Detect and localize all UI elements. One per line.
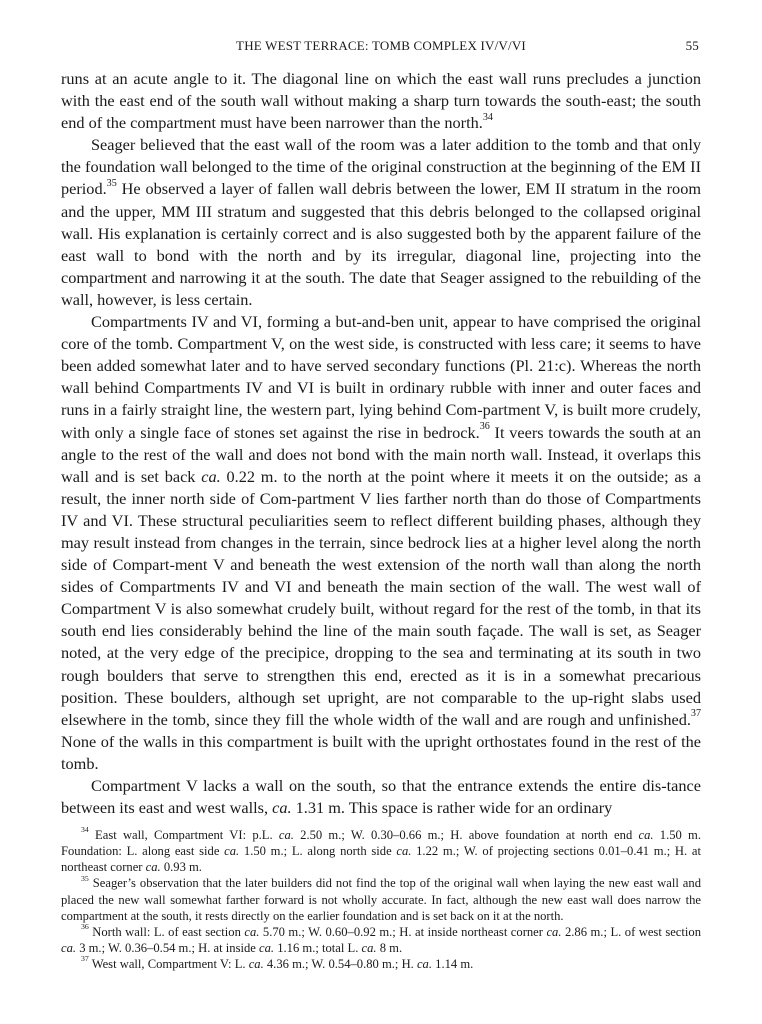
footnote-35: $^{35}$ Seager’s observation that the later builders did not find the top of the original wall when laying the new east wall and placed the new wall somewhat farther forward is not wholly accurate. In fact, although the new east wall does narrow the compartment at the south, it rests directly on the earlier foundation and is set back on it at the north. [61, 873, 701, 923]
running-head [61, 34, 701, 58]
footnote-37: $^{37}$ West wall, Compartment V: L. ca. 4.36 m.; W. 0.54–0.80 m.; H. ca. 1.14 m. [81, 954, 474, 971]
paragraph-compartments-iv-vi: Compartments IV and VI, forming a but-and-ben unit, appear to have comprised the original core of the tomb. Compartment V, on the west side, is constructed with less care; it seems to have been added somewhat later and to have served secondary functions (Pl. 21:c). Whereas the north wall behind Compartments IV and VI is built in ordinary rubble with inner and outer faces and runs in a fairly straight line, the western part, lying behind Com-partment V, is built more crudely, with only a single face of stones set against the rise in bedrock.$^{36}$ It veers towards the south at an angle to the rest of the wall and does not bond with the main north wall. Instead, it overlaps this wall and is set back ca. 0.22 m. to the north at the point where it meets it on the outside; as a result, the inner north side of Com-partment V lies farther north than do those of Compartments IV and VI. These structural peculiarities seem to reflect different building phases, although they may result instead from changes in the terrain, since bedrock lies at a higher level along the north side of Compart-ment V and beneath the west extension of the north wall than along the north sides of Compartments IV and VI and beneath the main section of the wall. The west wall of Compartment V is also somewhat crudely built, without regard for the rest of the tomb, in that its south end lies considerably behind the line of the main south façade. The wall is set, as Seager noted, at the very edge of the precipice, dropping to the sea and terminating at its south in two rough boulders that serve to strengthen this end, erected as it is in a somewhat precarious position. These boulders, although set upright, are not comparable to the up-right slabs used elsewhere in the tomb, since they fill the whole width of the wall and are rough and unfinished.$^{37}$ None of the walls in this compartment is built with the upright orthostates found in the rest of the tomb. [61, 312, 701, 773]
paragraph-compartment-v-entrance: Compartment V lacks a wall on the south, so that the entrance extends the entire dis-tance between its east and west walls, ca. 1.31 m. This space is rather wide for an ordinary [61, 776, 701, 818]
paragraph-continued: runs at an acute angle to it. The diagonal line on which the east wall runs precludes a junction with the east end of the south wall without making a sharp turn towards the south-east; the south end of the compartment must have been narrower than the north.$^{34}$ [61, 69, 701, 133]
page [61, 34, 701, 972]
footnote-34: $^{34}$ East wall, Compartment VI: p.L. ca. 2.50 m.; W. 0.30–0.66 m.; H. above foundation at north end ca. 1.50 m. Foundation: L. along east side ca. 1.50 m.; L. along north side ca. 1.22 m.; W. of projecting sections 0.01–0.41 m.; H. at northeast corner ca. 0.93 m. [61, 825, 701, 875]
footnotes [61, 827, 701, 972]
body-text [61, 68, 701, 819]
page-number: 55 [685, 38, 699, 53]
running-title: THE WEST TERRACE: TOMB COMPLEX IV/V/VI [236, 38, 526, 53]
footnote-36: $^{36}$ North wall: L. of east section ca. 5.70 m.; W. 0.60–0.92 m.; H. at inside northeast corner ca. 2.86 m.; L. of west section ca. 3 m.; W. 0.36–0.54 m.; H. at inside ca. 1.16 m.; total L. ca. 8 m. [61, 922, 701, 955]
paragraph-seager-east-wall: Seager believed that the east wall of the room was a later addition to the tomb and that only the foundation wall belonged to the time of the original construction at the beginning of the EM II period.$^{35}$ He observed a layer of fallen wall debris between the lower, EM II stratum in the room and the upper, MM III stratum and suggested that this debris belonged to the collapsed original wall. His explanation is certainly correct and is also suggested both by the apparent failure of the east wall to bond with the north and by its irregular, diagonal line, projecting into the compartment and narrowing it at the south. The date that Seager assigned to the rebuilding of the wall, however, is less certain. [61, 135, 701, 309]
